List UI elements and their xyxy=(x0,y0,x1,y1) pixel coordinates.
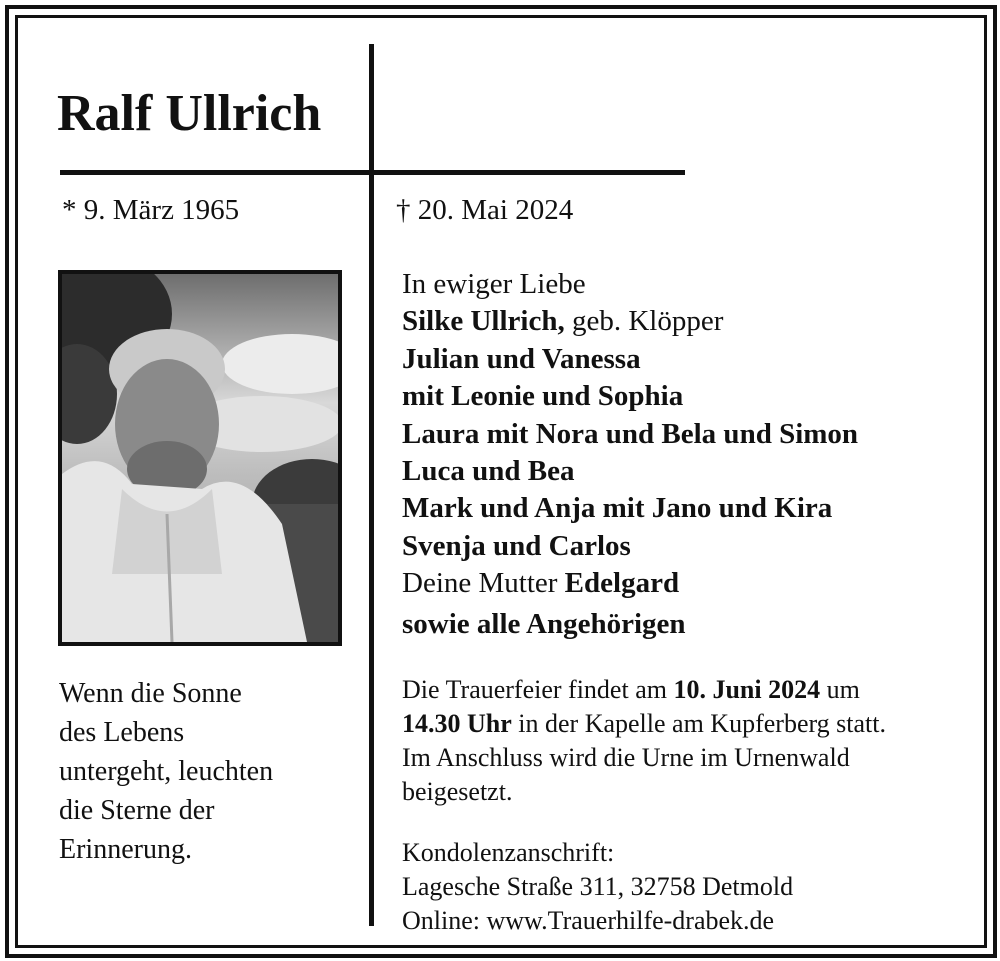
family-line: Svenja und Carlos xyxy=(402,529,631,562)
mourners-intro: In ewiger Liebe xyxy=(402,268,586,300)
quote-line: die Sterne der xyxy=(59,795,215,826)
service-date: 10. Juni 2024 xyxy=(673,675,821,704)
family-line: Julian und Vanessa xyxy=(402,342,641,375)
portrait-illustration xyxy=(62,274,338,642)
birth-date: * 9. März 1965 xyxy=(62,194,240,226)
death-date: † 20. Mai 2024 xyxy=(396,194,574,226)
family-line: Mark und Anja mit Jano und Kira xyxy=(402,492,833,525)
service-time: 14.30 Uhr xyxy=(402,709,512,738)
mother-prefix: Deine Mutter xyxy=(402,567,565,600)
family-line: Laura mit Nora und Bela und Simon xyxy=(402,417,859,450)
quote-line: Wenn die Sonne xyxy=(59,678,242,709)
mourners-list xyxy=(402,266,858,643)
condolence-online: Online: www.Trauerhilfe-drabek.de xyxy=(402,906,775,935)
portrait-photo xyxy=(58,270,342,646)
mourners-closing: sowie alle Angehörigen xyxy=(402,607,686,640)
service-line1-suffix: um xyxy=(820,675,860,704)
service-line: Im Anschluss wird die Urne im Urnenwald xyxy=(402,743,850,772)
condolence-address xyxy=(402,836,793,938)
cross-vertical-bar xyxy=(369,44,374,926)
funeral-service-info xyxy=(402,673,886,809)
quote-line: des Lebens xyxy=(59,717,185,748)
spouse-name: Silke Ullrich, xyxy=(402,305,565,338)
service-prefix: Die Trauerfeier findet am xyxy=(402,675,674,704)
spouse-maiden-name: geb. Klöpper xyxy=(564,305,724,338)
service-location: in der Kapelle am Kupferberg statt. xyxy=(511,709,887,738)
condolence-street: Lagesche Straße 311, 32758 Detmold xyxy=(402,872,794,901)
service-line xyxy=(402,707,886,741)
quote-line: untergeht, leuchten xyxy=(59,756,274,787)
service-line xyxy=(402,673,886,707)
mother-name: Edelgard xyxy=(564,567,680,600)
quote-line: Erinnerung. xyxy=(59,834,192,865)
service-line: beigesetzt. xyxy=(402,777,513,806)
spouse-line xyxy=(402,303,858,340)
family-line: Luca und Bea xyxy=(402,454,575,487)
memorial-quote xyxy=(59,674,359,869)
deceased-name: Ralf Ullrich xyxy=(57,85,322,142)
cross-horizontal-bar xyxy=(60,170,685,175)
family-line: mit Leonie und Sophia xyxy=(402,380,684,413)
mother-line xyxy=(402,565,858,602)
condolence-label: Kondolenzanschrift: xyxy=(402,838,615,867)
